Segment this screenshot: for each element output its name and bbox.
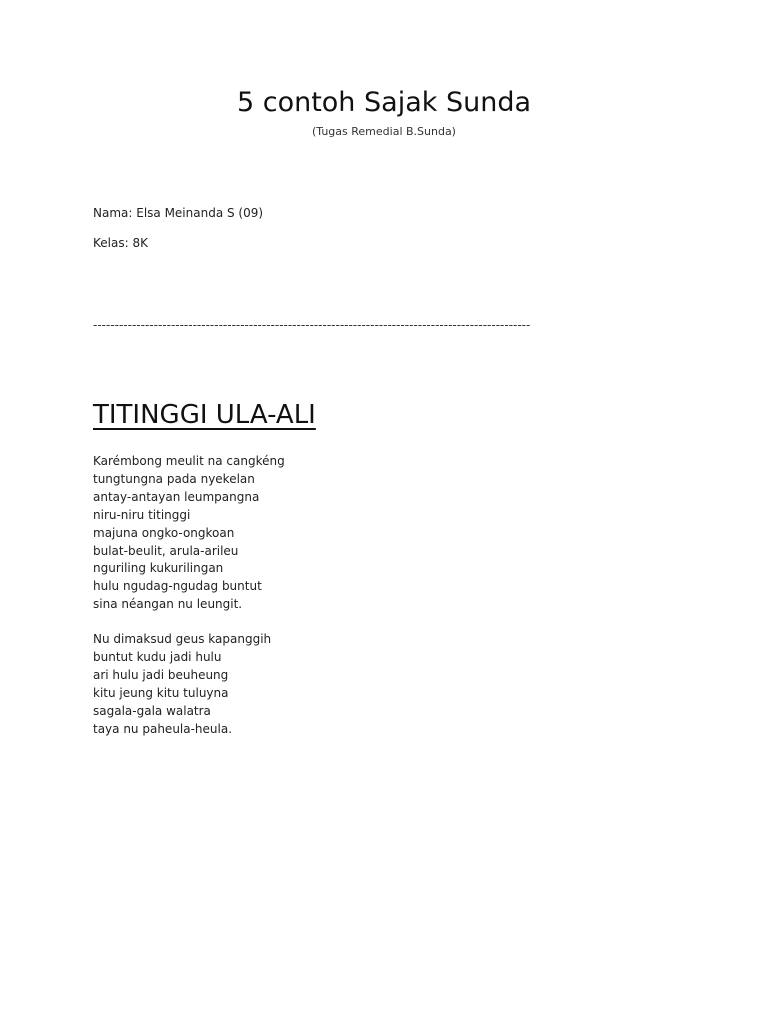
poem-line: Karémbong meulit na cangkéng [93, 454, 285, 468]
document-title: 5 contoh Sajak Sunda [236, 87, 532, 118]
poem-line: kitu jeung kitu tuluyna [93, 685, 229, 700]
poem-stanza-1 [93, 453, 285, 614]
poem-title: TITINGGI ULA-ALI [93, 400, 316, 430]
poem-line: buntut kudu jadi hulu [93, 649, 222, 664]
poem-line: ari hulu jadi beuheung [93, 667, 229, 682]
poem-line: majuna ongko-ongkoan [93, 525, 235, 540]
dashed-separator: ----------------------------------------------------------------------------------------------------- [93, 318, 531, 332]
poem-line: sagala-gala walatra [93, 703, 211, 718]
poem-line: hulu ngudag-ngudag buntut [93, 579, 262, 594]
student-name-line: Nama: Elsa Meinanda S (09) [93, 206, 264, 220]
document-subtitle: (Tugas Remedial B.Sunda) [312, 125, 456, 138]
poem-line: Nu dimaksud geus kapanggih [93, 632, 272, 646]
poem-line: sina néangan nu leungit. [93, 597, 243, 612]
poem-line: niru-niru titinggi [93, 507, 191, 522]
poem-stanza-2 [93, 631, 271, 738]
student-class-line: Kelas: 8K [93, 236, 148, 250]
poem-line: bulat-beulit, arula-arileu [93, 543, 239, 558]
poem-line: antay-antayan leumpangna [93, 489, 260, 504]
poem-line: taya nu paheula-heula. [93, 721, 233, 736]
poem-line: nguriling kukurilingan [93, 561, 224, 576]
poem-line: tungtungna pada nyekelan [93, 471, 255, 486]
